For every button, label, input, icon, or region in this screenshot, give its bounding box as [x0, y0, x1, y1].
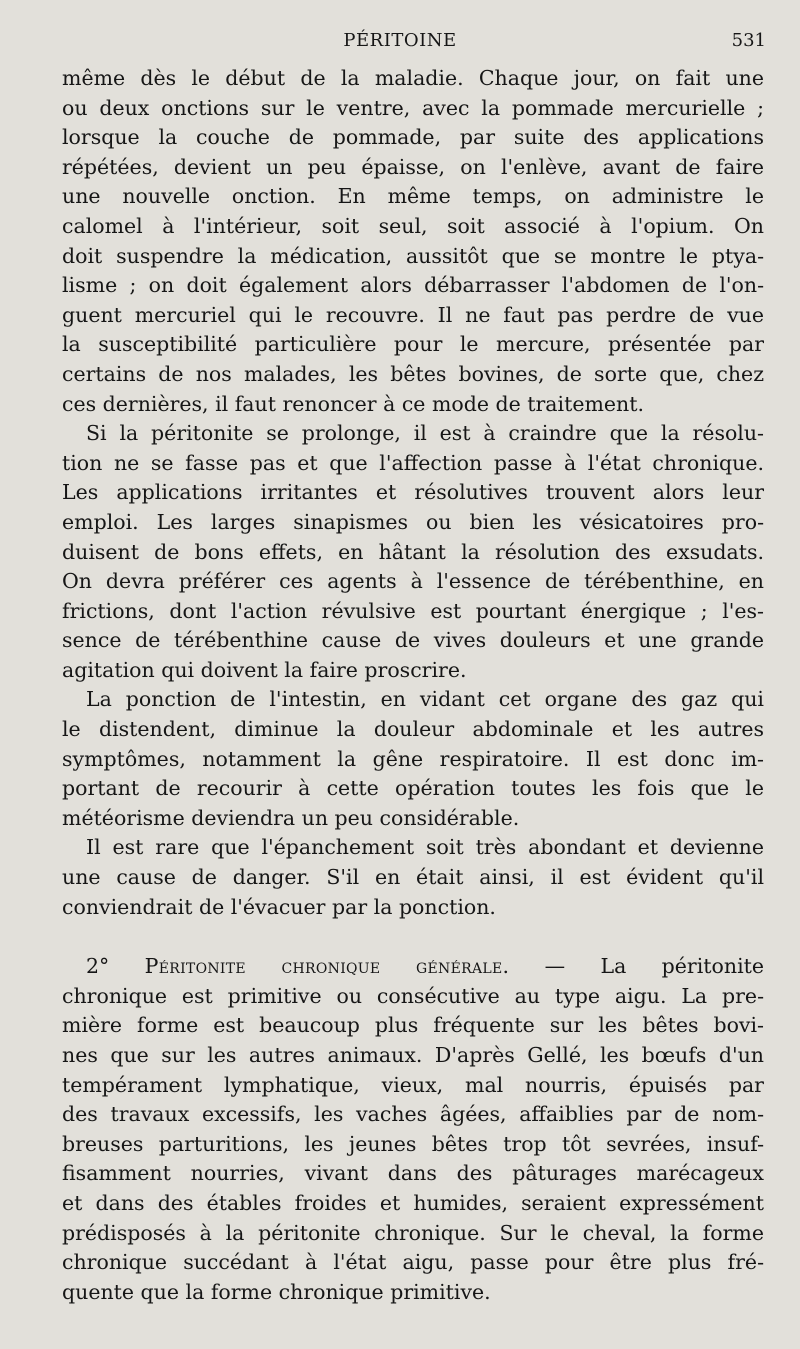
section-chronic-peritonitis — [62, 952, 764, 1307]
text-line: ou deux onctions sur le ventre, avec la pommade mercurielle ; — [62, 95, 764, 120]
text-line: lorsque la couche de pommade, par suite des applications — [62, 125, 764, 150]
text-line: une cause de danger. S'il en était ainsi, il est évident qu'il — [62, 865, 764, 890]
text-line: La ponction de l'intestin, en vidant cet organe des gaz qui — [86, 687, 764, 712]
paragraph — [62, 685, 764, 833]
text-line: emploi. Les larges sinapismes ou bien les vésicatoires pro- — [62, 509, 764, 534]
text-line: symptômes, notamment la gêne respiratoire. Il est donc im- — [62, 746, 764, 771]
text-fragment: La péritonite — [600, 954, 764, 979]
running-title: PÉRITOINE — [343, 30, 457, 51]
text-line: duisent de bons effets, en hâtant la résolution des exsudats. — [62, 539, 764, 564]
text-line: Les applications irritantes et résolutives trouvent alors leur — [62, 480, 764, 505]
text-line: et dans des étables froides et humides, seraient expressément — [62, 1190, 764, 1215]
text-line: tion ne se fasse pas et que l'affection passe à l'état chronique. — [62, 450, 764, 475]
text-line: météorisme deviendra un peu considérable. — [62, 805, 520, 830]
paragraph — [62, 419, 764, 685]
text-line: chronique est primitive ou consécutive au type aigu. La pre- — [62, 983, 764, 1008]
text-line: calomel à l'intérieur, soit seul, soit associé à l'opium. On — [62, 213, 764, 238]
text-line: le distendent, diminue la douleur abdominale et les autres — [62, 717, 764, 742]
text-line: des travaux excessifs, les vaches âgées, affaiblies par de nom- — [62, 1102, 764, 1127]
paragraph — [62, 64, 764, 419]
text-line: quente que la forme chronique primitive. — [62, 1279, 491, 1304]
text-line: guent mercuriel qui le recouvre. Il ne faut pas perdre de vue — [62, 302, 764, 327]
section-first-line — [62, 952, 764, 982]
text-line: certains de nos malades, les bêtes bovines, de sorte que, chez — [62, 361, 764, 386]
section-number: 2° — [86, 954, 110, 979]
text-line: la susceptibilité particulière pour le mercure, présentée par — [62, 332, 764, 357]
text-line: nes que sur les autres animaux. D'après Gellé, les bœufs d'un — [62, 1043, 764, 1067]
text-line: sence de térébenthine cause de vives douleurs et une grande — [62, 628, 764, 653]
text-line: ces dernières, il faut renoncer à ce mode de traitement. — [62, 391, 644, 416]
text-line: agitation qui doivent la faire proscrire. — [62, 657, 467, 682]
text-line: portant de recourir à cette opération toutes les fois que le — [62, 776, 764, 801]
text-line: lisme ; on doit également alors débarrasser l'abdomen de l'on- — [62, 273, 764, 298]
text-line: breuses parturitions, les jeunes bêtes trop tôt sevrées, insuf- — [62, 1131, 764, 1156]
page-number: 531 — [731, 30, 766, 51]
text-line: répétées, devient un peu épaisse, on l'enlève, avant de faire — [62, 154, 764, 179]
paragraph — [62, 833, 764, 922]
text-line: Si la péritonite se prolonge, il est à craindre que la résolu- — [86, 421, 764, 446]
text-line: même dès le début de la maladie. Chaque jour, on fait une — [62, 66, 764, 90]
body-text — [62, 64, 764, 1307]
running-head — [0, 30, 800, 58]
text-line: tempérament lymphatique, vieux, mal nourris, épuisés par — [62, 1072, 764, 1097]
section-dash: — — [544, 954, 566, 979]
text-line: frictions, dont l'action révulsive est pourtant énergique ; l'es- — [62, 598, 764, 623]
section-heading: Péritonite chronique générale. — [144, 954, 510, 979]
section-spacer — [62, 922, 764, 952]
text-line: chronique succédant à l'état aigu, passe pour être plus fré- — [62, 1250, 764, 1275]
text-line: On devra préférer ces agents à l'essence de térébenthine, en — [62, 569, 764, 594]
text-line: fisamment nourries, vivant dans des pâturages marécageux — [62, 1161, 764, 1186]
text-line: mière forme est beaucoup plus fréquente sur les bêtes bovi- — [62, 1013, 764, 1038]
text-line: conviendrait de l'évacuer par la ponction. — [62, 894, 496, 919]
text-line: une nouvelle onction. En même temps, on administre le — [62, 184, 764, 209]
text-line: Il est rare que l'épanchement soit très abondant et devienne — [86, 835, 764, 860]
text-line: doit suspendre la médication, aussitôt que se montre le ptya- — [62, 243, 764, 268]
text-line: prédisposés à la péritonite chronique. Sur le cheval, la forme — [62, 1220, 764, 1245]
